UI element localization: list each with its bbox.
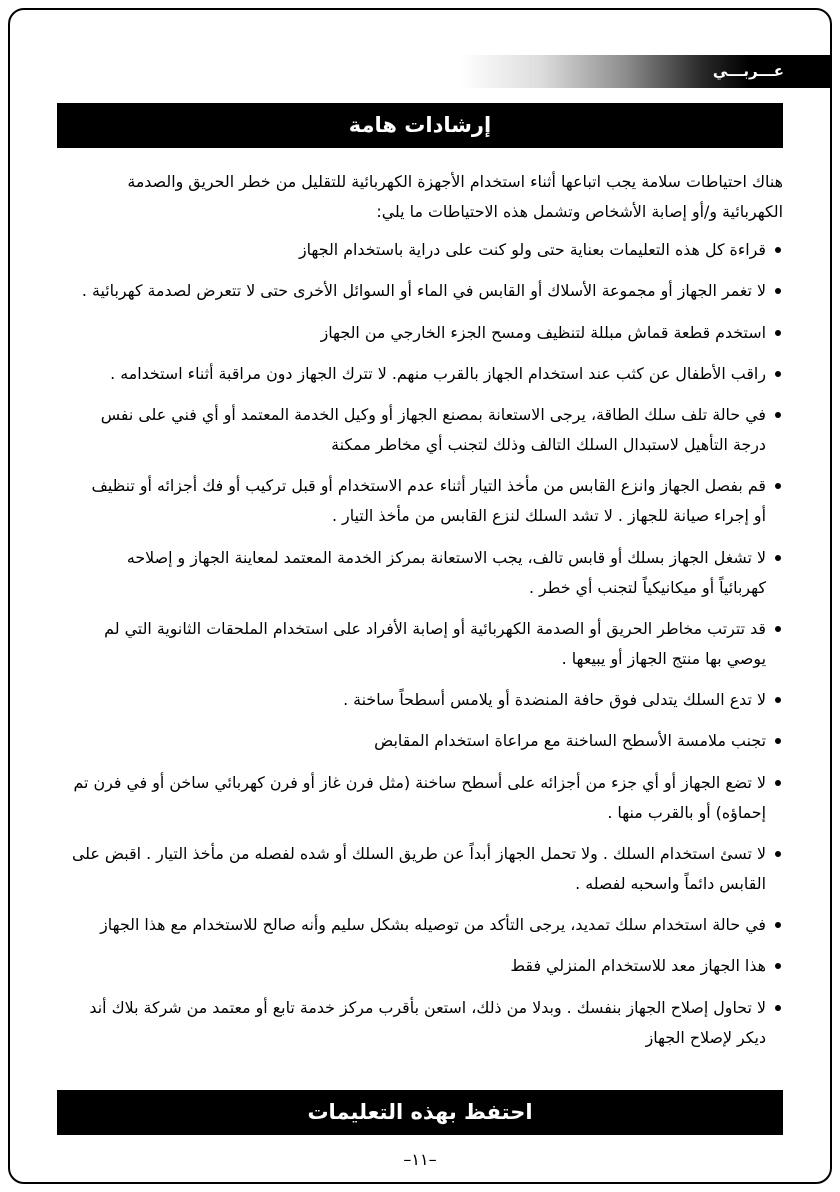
list-item [57,471,783,531]
intro-paragraph [57,167,783,227]
bullet-icon [775,963,781,969]
item-line: لا تدع السلك يتدلى فوق حافة المنضدة أو يلامس أسطحاً ساخنة . [343,690,766,709]
title-banner [57,103,783,148]
list-item [57,400,783,460]
item-line: يوصي بها منتج الجهاز أو يبيعها . [561,648,766,668]
item-line: استخدم قطعة قماش مبللة لتنظيف ومسح الجزء الخارجي من الجهاز [320,322,766,342]
list-item [57,318,783,348]
list-item [57,768,783,828]
list-item [57,839,783,899]
item-line: قم بفصل الجهاز وانزع القابس من مأخذ التيار أثناء عدم الاستخدام أو قبل تركيب أو فك أجزائه أو تنظيف [91,476,766,496]
item-line: لا تغمر الجهاز أو مجموعة الأسلاك أو القابس في الماء أو السوائل الأخرى حتى لا تتعرض لصدمة كهربائية . [81,281,766,301]
page-number: –١١– [403,1150,437,1169]
item-line: درجة التأهيل لاستبدال السلك التالف وذلك لتجنب أي مخاطر ممكنة [331,435,766,454]
bullet-icon [775,851,781,857]
bullet-icon [775,247,781,253]
item-line: تجنب ملامسة الأسطح الساخنة مع مراعاة استخدام المقابض [374,731,766,751]
intro-line: الكهربائية و/أو إصابة الأشخاص وتشمل هذه الاحتياطات ما يلي: [376,202,783,221]
item-line: كهربائياً أو ميكانيكياً لتجنب أي خطر . [528,577,766,597]
bullet-icon [775,780,781,786]
item-line: راقب الأطفال عن كثب عند استخدام الجهاز بالقرب منهم. لا تترك الجهاز دون مراقبة أثناء استخدامه . [110,363,766,383]
item-line: لا تضع الجهاز أو أي جزء من أجزائه على أسطح ساخنة (مثل فرن غاز أو فرن كهربائي ساخن أو في فرن تم [73,772,766,792]
list-item [57,543,783,603]
list-item [57,235,783,265]
list-item [57,993,783,1053]
bullet-icon [775,483,781,489]
item-line: لا تحاول إصلاح الجهاز بنفسك . وبدلا من ذلك، استعن بأقرب مركز خدمة تابع أو معتمد من شركة بلاك أند [89,997,766,1017]
footer-banner-text: احتفظ بهذه التعليمات [307,1100,533,1124]
item-line: هذا الجهاز معد للاستخدام المنزلي فقط [510,956,766,976]
list-item [57,726,783,756]
bullet-icon [775,288,781,294]
list-item [57,614,783,674]
bullet-icon [775,371,781,377]
item-line: القابس دائماً واسحبه لفصله . [575,873,766,893]
page-title: إرشادات هامة [348,113,492,137]
instructions-list [57,235,783,1064]
list-item [57,276,783,306]
language-tab-label: عـــربـــي [712,62,784,80]
bullet-icon [775,738,781,744]
item-line: إحماؤه) أو بالقرب منها . [607,802,766,822]
bullet-icon [775,697,781,703]
item-line: لا تشغل الجهاز بسلك أو قابس تالف، يجب الاستعانة بمركز الخدمة المعتمد لمعاينة الجهاز و إصلاحه [126,547,766,567]
bullet-icon [775,922,781,928]
bullet-icon [775,330,781,336]
item-line: أو إجراء صيانة للجهاز . لا تشد السلك لنزع القابس من مأخذ التيار . [331,506,766,526]
bullet-icon [775,555,781,561]
list-item [57,910,783,940]
footer-banner [57,1090,783,1135]
item-line: في حالة تلف سلك الطاقة، يرجى الاستعانة بمصنع الجهاز أو وكيل الخدمة المعتمد أو أي فني على نفس [100,405,766,424]
list-item [57,685,783,715]
language-tab [460,55,830,88]
list-item [57,359,783,389]
bullet-icon [775,1005,781,1011]
intro-line: هناك احتياطات سلامة يجب اتباعها أثناء استخدام الأجهزة الكهربائية للتقليل من خطر الحريق والصدمة [127,172,783,191]
item-line: لا تسئ استخدام السلك . ولا تحمل الجهاز أبداً عن طريق السلك أو شده لفصله من مأخذ التيار . اقبض على [71,843,766,863]
list-item [57,951,783,981]
bullet-icon [775,412,781,418]
item-line: قراءة كل هذه التعليمات بعناية حتى ولو كنت على دراية باستخدام الجهاز [298,240,766,259]
bullet-icon [775,626,781,632]
item-line: في حالة استخدام سلك تمديد، يرجى التأكد من توصيله بشكل سليم وأنه صالح للاستخدام مع هذا الجهاز [100,915,766,934]
item-line: قد تترتب مخاطر الحريق أو الصدمة الكهربائية أو إصابة الأفراد على استخدام الملحقات الثانوية التي لم [104,618,766,638]
item-line: ديكر لإصلاح الجهاز [645,1027,766,1047]
